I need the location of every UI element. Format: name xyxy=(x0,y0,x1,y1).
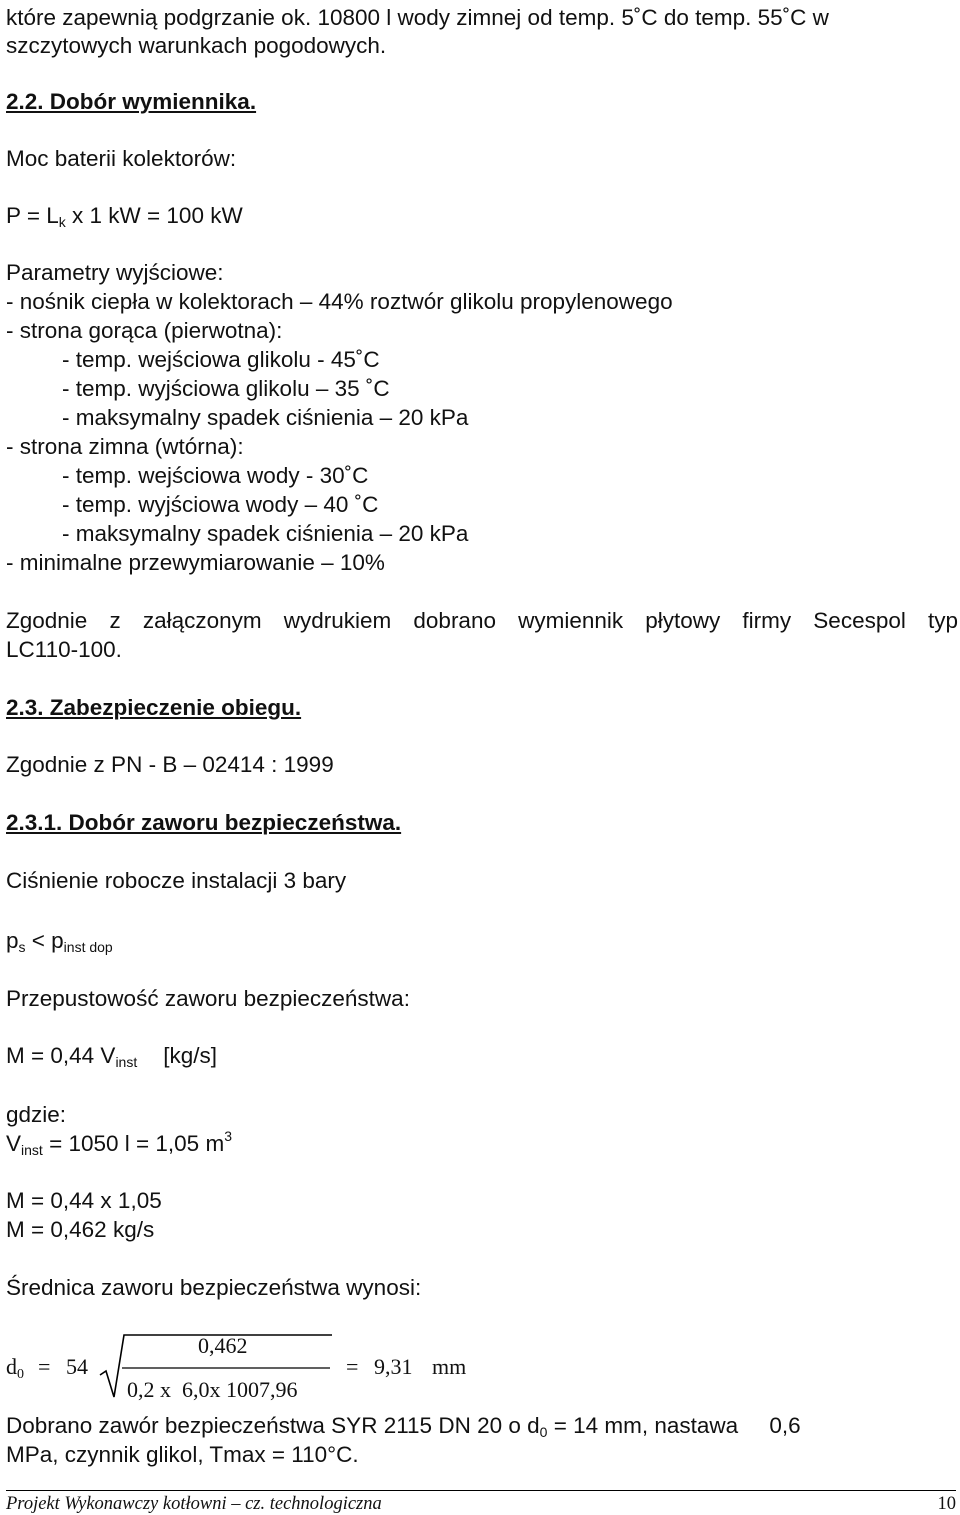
text-line: M = 0,462 kg/s xyxy=(6,1217,155,1242)
list-item: - minimalne przewymiarowanie – 10% xyxy=(6,550,385,575)
list-item: - temp. wyjściowa glikolu – 35 ˚C xyxy=(62,376,390,401)
list-item: - temp. wejściowa glikolu - 45˚C xyxy=(62,347,380,372)
text-line: które zapewnią podgrzanie ok. 10800 l wody zimnej od temp. 5˚C do temp. 55˚C w xyxy=(6,5,829,30)
text-line: Ciśnienie robocze instalacji 3 bary xyxy=(6,868,347,893)
paragraph-line: Zgodnie z załączonym wydrukiem dobrano wymiennik płytowy firmy Secespol typ xyxy=(6,608,958,633)
pressure-condition: $p_s < p_{inst dop}$ xyxy=(6,928,113,955)
footer-title: Projekt Wykonawczy kotłowni – cz. technologiczna xyxy=(6,1494,382,1514)
formula-result: 9,31 xyxy=(374,1354,413,1379)
power-formula: $P = L_k$ x 1 kW = 100 kW xyxy=(6,203,243,230)
list-item: - strona zimna (wtórna): xyxy=(6,434,244,459)
page-number: 10 xyxy=(937,1494,956,1514)
list-item: - nośnik ciepła w kolektorach – 44% roztwór glikolu propylenowego xyxy=(6,289,673,314)
list-item: - maksymalny spadek ciśnienia – 20 kPa xyxy=(62,405,469,430)
conclusion-line: Dobrano zawór bezpieczeństwa SYR 2115 DN 20 o $d_0 = 14$ mm, nastawa 0,6 xyxy=(6,1413,801,1440)
formula-equals: = xyxy=(38,1354,51,1379)
section-heading: 2.3.1. Dobór zaworu bezpieczeństwa. xyxy=(6,810,402,835)
formula-equals: = xyxy=(346,1354,359,1379)
text-line: Zgodnie z PN - B – 02414 : 1999 xyxy=(6,752,334,777)
text-line: M = 0,44 x 1,05 xyxy=(6,1188,162,1213)
text-line: gdzie: xyxy=(6,1102,67,1127)
formula-constant: 54 xyxy=(66,1354,88,1379)
flow-formula: M = 0,44 $V_{inst}$ [kg/s] xyxy=(6,1043,218,1070)
formula-denominator: 0,2 x 6,0x 1007,96 xyxy=(127,1377,298,1402)
diameter-formula xyxy=(0,1325,520,1405)
text-line: Moc baterii kolektorów: xyxy=(6,146,237,171)
text-line: szczytowych warunkach pogodowych. xyxy=(6,33,387,58)
formula-numerator: 0,462 xyxy=(198,1333,248,1358)
list-item: - temp. wejściowa wody - 30˚C xyxy=(62,463,369,488)
text-line: Przepustowość zaworu bezpieczeństwa: xyxy=(6,986,410,1011)
section-heading: 2.3. Zabezpieczenie obiegu. xyxy=(6,695,302,720)
formula-d: $d_0$ xyxy=(6,1354,24,1382)
list-item: - maksymalny spadek ciśnienia – 20 kPa xyxy=(62,521,469,546)
formula-unit: mm xyxy=(432,1354,467,1379)
list-item: - temp. wyjściowa wody – 40 ˚C xyxy=(62,492,379,517)
paragraph-line: LC110-100. xyxy=(6,637,122,662)
volume-formula: $V_{inst} = 1050$ l = 1,05 $m^3$ xyxy=(6,1128,232,1158)
text-line: Średnica zaworu bezpieczeństwa wynosi: xyxy=(6,1275,422,1300)
conclusion-line: MPa, czynnik glikol, Tmax = 110°C. xyxy=(6,1442,359,1467)
list-item: - strona gorąca (pierwotna): xyxy=(6,318,283,343)
section-heading: 2.2. Dobór wymiennika. xyxy=(6,89,257,114)
text-line: Parametry wyjściowe: xyxy=(6,260,224,285)
page-footer xyxy=(6,1490,956,1515)
